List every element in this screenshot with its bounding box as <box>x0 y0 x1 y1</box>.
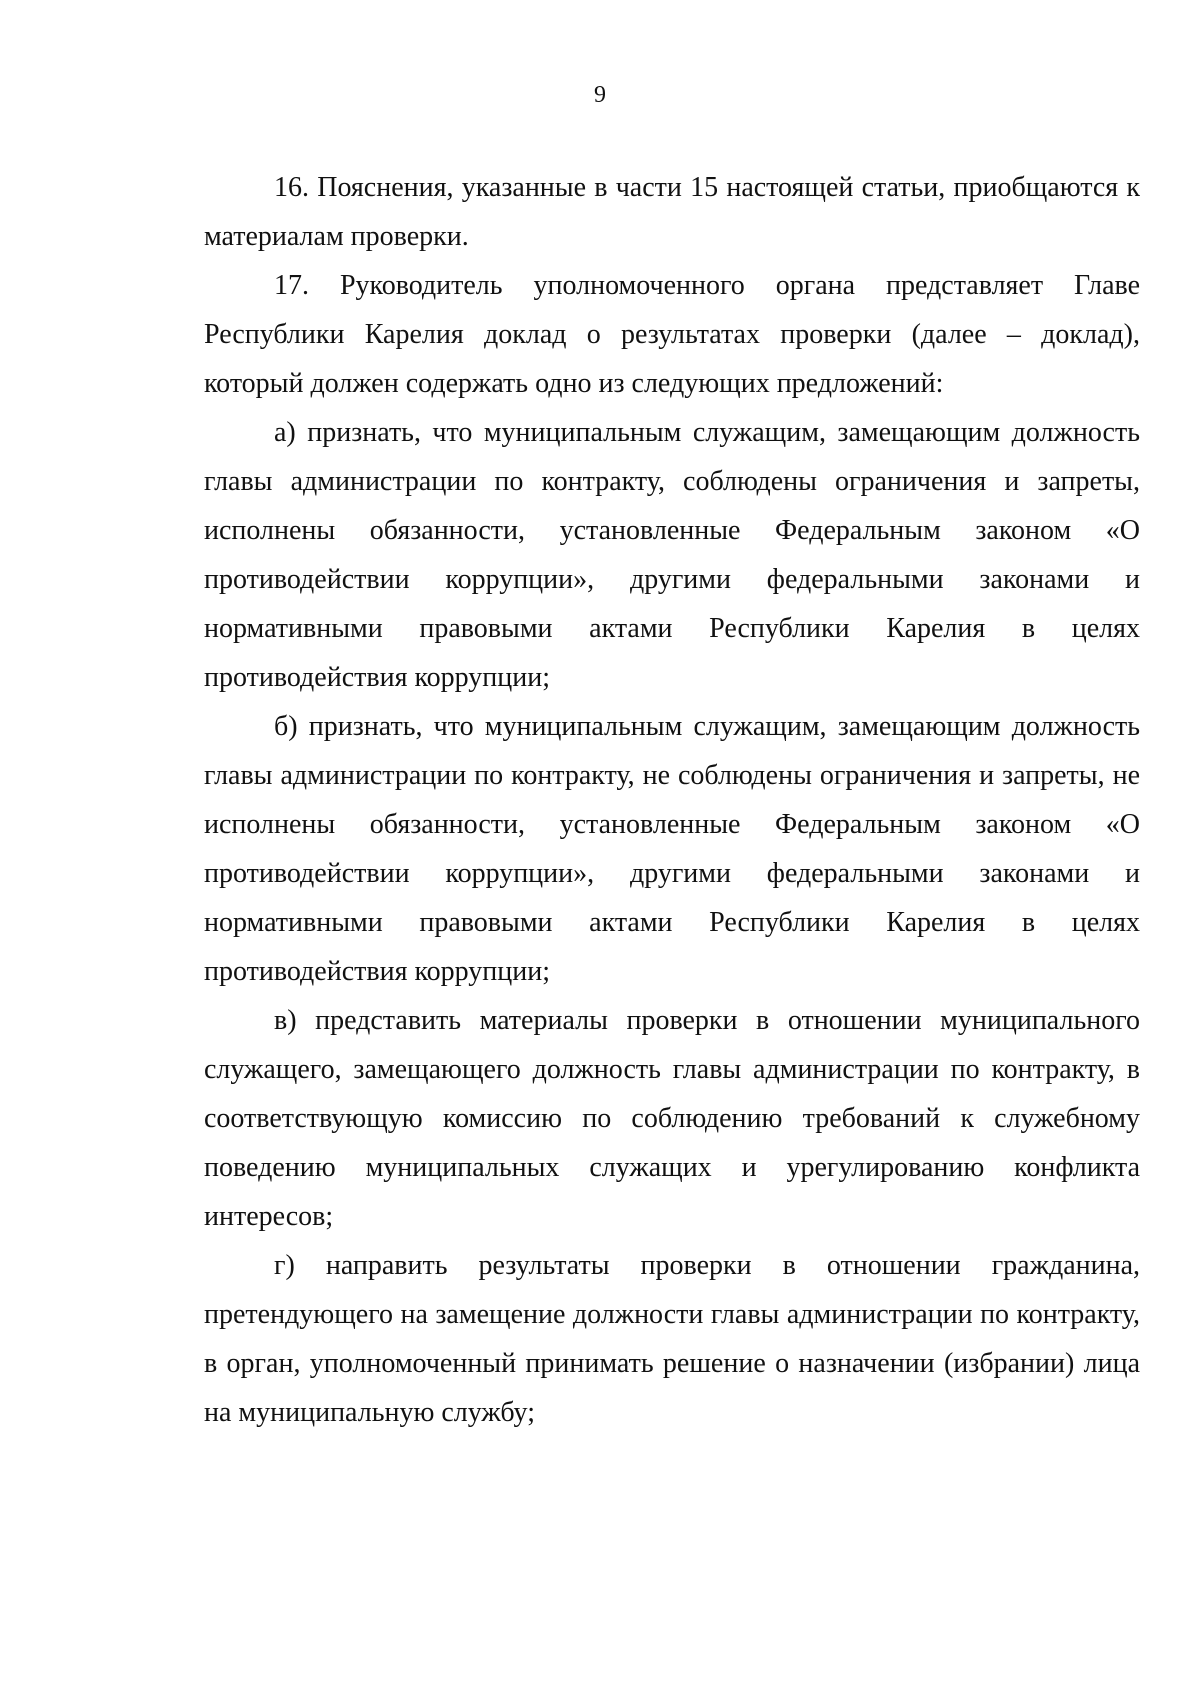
page-number: 9 <box>594 82 606 108</box>
paragraph-17: 17. Руководитель уполномоченного органа представляет Главе Республики Карелия доклад о результатах проверки (далее – доклад), который должен содержать одно из следующих предложений: <box>204 270 1140 399</box>
paragraph-16: 16. Пояснения, указанные в части 15 настоящей статьи, приобщаются к материалам проверки. <box>204 172 1140 252</box>
document-body <box>204 163 1140 1437</box>
paragraph-17-v: в) представить материалы проверки в отношении муниципального служащего, замещающего должность главы администрации по контракту, в соответствующую комиссию по соблюдению требований к служебному поведению муниципальных служащих и урегулированию конфликта интересов; <box>204 1005 1140 1232</box>
paragraph-17-a: а) признать, что муниципальным служащим, замещающим должность главы администрации по контракту, соблюдены ограничения и запреты, исполнены обязанности, установленные Федеральным законом «О противодействии коррупции», другими федеральными законами и нормативными правовыми актами Республики Карелия в целях противодействия коррупции; <box>204 417 1140 693</box>
paragraph-17-b: б) признать, что муниципальным служащим, замещающим должность главы администрации по контракту, не соблюдены ограничения и запреты, не исполнены обязанности, установленные Федеральным законом «О противодействии коррупции», другими федеральными законами и нормативными правовыми актами Республики Карелия в целях противодействия коррупции; <box>204 711 1140 987</box>
paragraph-17-g: г) направить результаты проверки в отношении гражданина, претендующего на замещение должности главы администрации по контракту, в орган, уполномоченный принимать решение о назначении (избрании) лица на муниципальную службу; <box>204 1250 1140 1428</box>
